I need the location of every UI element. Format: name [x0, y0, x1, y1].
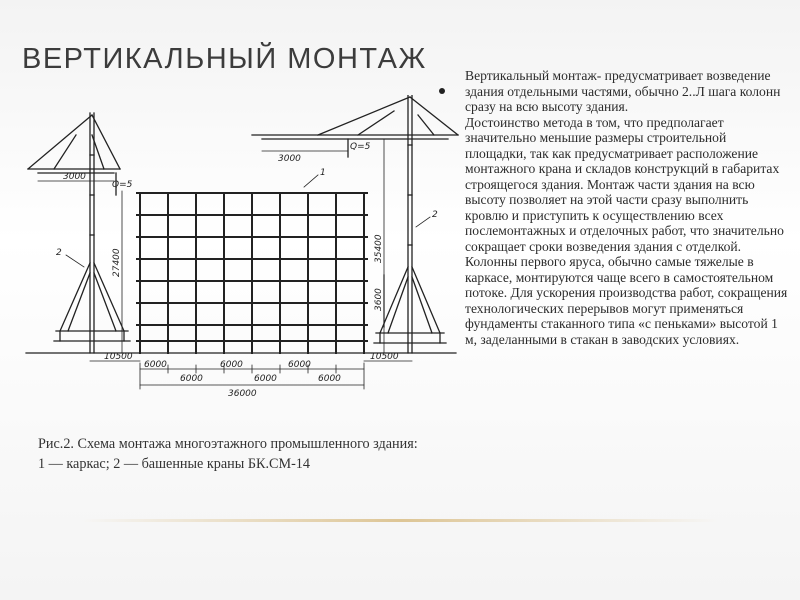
- offset-left-label: 10500: [104, 352, 133, 362]
- crane-left-callout: 2: [56, 248, 62, 258]
- span-label-5: 6000: [288, 360, 311, 370]
- paragraph-1: Вертикальный монтаж- предусматривает возведение здания отдельными частями, обычно 2..Л шага колонн сразу на всю высоту здания.: [465, 68, 781, 114]
- tower-crane-right: [252, 95, 458, 353]
- erection-scheme-diagram: [18, 95, 460, 400]
- total-width-label: 36000: [228, 389, 257, 399]
- paragraph-2: Достоинство метода в том, что предполагает значительно меньшие размеры строительной площадки, так как предусматривает расположение монтажного крана и складов конструкций в габаритах строящегося здания. Монтаж части здания на всю высоту позволяет на этой части сразу выполнить кровлю и приступить к осуществлению всех послемонтажных и отделочных работ, что значительно сокращает сроки возведения здания с отделкой.: [465, 114, 784, 254]
- figure-caption: Рис.2. Схема монтажа многоэтажного промышленного здания: 1 — каркас; 2 — башенные краны БК.СМ-14: [38, 436, 418, 472]
- load-right-label: Q=5: [350, 142, 371, 152]
- tower-crane-left: [28, 113, 130, 353]
- crane-right-callout: 2: [432, 210, 438, 220]
- span-label-6: 6000: [318, 374, 341, 384]
- boom-right-label: 3000: [278, 154, 301, 164]
- bottom-divider: [80, 519, 720, 522]
- load-left-label: Q=5: [112, 180, 133, 190]
- span-label-4: 6000: [254, 374, 277, 384]
- floor-height-label: 3600: [374, 288, 384, 311]
- boom-left-label: 3000: [63, 172, 86, 182]
- slide-title: ВЕРТИКАЛЬНЫЙ МОНТАЖ: [22, 43, 427, 75]
- title-dot: [439, 88, 445, 94]
- body-text: [465, 68, 790, 347]
- height-right-label: 35400: [374, 234, 384, 263]
- frame-callout: 1: [320, 168, 326, 178]
- height-left-label: 27400: [112, 248, 122, 277]
- paragraph-3: Колонны первого яруса, обычно самые тяжелые в каркасе, монтируются чаще всего в самостоятельном потоке. Для ускорения производства работ, сокращения технологических перерывов могут применяться фундаменты стаканного типа «с пеньками» высотой 1 м, заделанными в стакан в заводских условиях.: [465, 254, 788, 347]
- span-label-1: 6000: [144, 360, 167, 370]
- span-label-3: 6000: [220, 360, 243, 370]
- building-frame: [137, 193, 367, 353]
- offset-right-label: 10500: [370, 352, 399, 362]
- span-label-2: 6000: [180, 374, 203, 384]
